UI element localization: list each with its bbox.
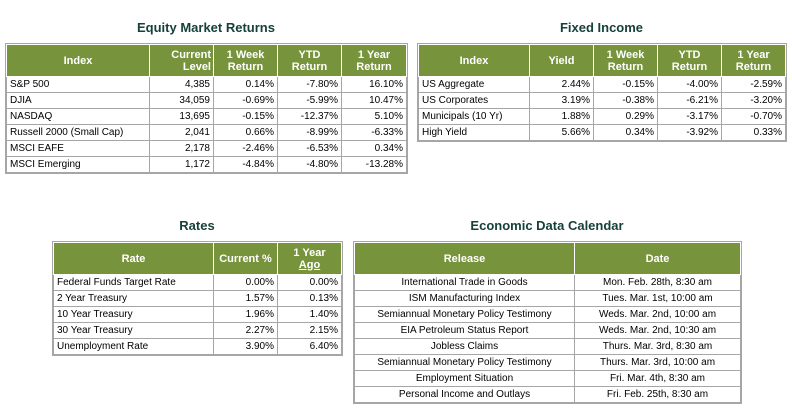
table-row [419,93,786,109]
rates-cell: 3.90% [214,339,278,355]
table-row [54,307,342,323]
fixed-cell: 3.19% [530,93,594,109]
table-row [54,323,342,339]
fixed-income-title: Fixed Income [559,20,644,35]
calendar-cell: Mon. Feb. 28th, 8:30 am [575,275,741,291]
equity-cell: -7.80% [278,77,342,93]
equity-cell: -0.15% [214,109,278,125]
rates-table [53,242,342,355]
equity-cell: NASDAQ [7,109,150,125]
equity-cell: 34,059 [150,93,214,109]
calendar-header-date: Date [575,243,741,275]
table-row [355,387,741,403]
rates-cell: 0.13% [278,291,342,307]
equity-cell: 0.34% [342,141,407,157]
table-row [355,371,741,387]
fixed-cell: 5.66% [530,125,594,141]
equity-cell: -6.33% [342,125,407,141]
fixed-cell: 0.33% [722,125,786,141]
fixed-cell: -6.21% [658,93,722,109]
calendar-cell: Thurs. Mar. 3rd, 10:00 am [575,355,741,371]
calendar-header-release: Release [355,243,575,275]
table-row [355,339,741,355]
table-row [7,141,407,157]
equity-cell: 2,041 [150,125,214,141]
rates-cell: 6.40% [278,339,342,355]
calendar-title: Economic Data Calendar [470,218,624,233]
rates-cell: 0.00% [214,275,278,291]
fixed-cell: -0.15% [594,77,658,93]
rates-cell: 30 Year Treasury [54,323,214,339]
equity-title: Equity Market Returns [137,20,275,35]
calendar-cell: Employment Situation [355,371,575,387]
table-row [7,125,407,141]
table-row [355,323,741,339]
rates-header-current: Current % [214,243,278,275]
table-row [355,355,741,371]
table-row [54,339,342,355]
table-row [355,307,741,323]
rates-cell: 1.57% [214,291,278,307]
equity-cell: -4.80% [278,157,342,173]
rates-title: Rates [179,218,215,233]
calendar-cell: Fri. Feb. 25th, 8:30 am [575,387,741,403]
fixed-cell: High Yield [419,125,530,141]
equity-cell: 2,178 [150,141,214,157]
rates-cell: Federal Funds Target Rate [54,275,214,291]
equity-header-ytd: YTD Return [278,45,342,77]
equity-cell: -4.84% [214,157,278,173]
equity-cell: 13,695 [150,109,214,125]
fixed-cell: -2.59% [722,77,786,93]
equity-cell: -13.28% [342,157,407,173]
fixed-cell: -3.20% [722,93,786,109]
equity-cell: 0.66% [214,125,278,141]
equity-cell: -5.99% [278,93,342,109]
equity-header-index: Index [7,45,150,77]
calendar-cell: Fri. Mar. 4th, 8:30 am [575,371,741,387]
equity-cell: DJIA [7,93,150,109]
fixed-cell: 0.34% [594,125,658,141]
rates-cell: 1.96% [214,307,278,323]
equity-cell: 0.14% [214,77,278,93]
equity-cell: 10.47% [342,93,407,109]
rates-cell: 2 Year Treasury [54,291,214,307]
calendar-cell: Jobless Claims [355,339,575,355]
equity-cell: 1,172 [150,157,214,173]
fixed-cell: 1.88% [530,109,594,125]
fixed-header-1-year: 1 Year Return [722,45,786,77]
fixed-header-index: Index [419,45,530,77]
calendar-cell: Tues. Mar. 1st, 10:00 am [575,291,741,307]
equity-cell: Russell 2000 (Small Cap) [7,125,150,141]
equity-cell: S&P 500 [7,77,150,93]
rates-cell: Unemployment Rate [54,339,214,355]
fixed-cell: -0.70% [722,109,786,125]
table-row [7,157,407,173]
equity-cell: 5.10% [342,109,407,125]
calendar-cell: International Trade in Goods [355,275,575,291]
calendar-cell: EIA Petroleum Status Report [355,323,575,339]
fixed-cell: Municipals (10 Yr) [419,109,530,125]
table-row [7,77,407,93]
table-row [419,77,786,93]
fixed-header-1-week: 1 Week Return [594,45,658,77]
equity-table [6,44,407,173]
calendar-cell: Personal Income and Outlays [355,387,575,403]
equity-cell: -6.53% [278,141,342,157]
table-row [54,291,342,307]
calendar-cell: Weds. Mar. 2nd, 10:00 am [575,307,741,323]
equity-header-1-year: 1 Year Return [342,45,407,77]
calendar-cell: Weds. Mar. 2nd, 10:30 am [575,323,741,339]
rates-cell: 2.27% [214,323,278,339]
rates-header-ago: Ago [298,258,321,271]
calendar-cell: Thurs. Mar. 3rd, 8:30 am [575,339,741,355]
equity-cell: 4,385 [150,77,214,93]
fixed-cell: 2.44% [530,77,594,93]
table-row [355,291,741,307]
calendar-cell: ISM Manufacturing Index [355,291,575,307]
fixed-cell: US Aggregate [419,77,530,93]
fixed-cell: -3.92% [658,125,722,141]
equity-cell: -8.99% [278,125,342,141]
rates-cell: 1.40% [278,307,342,323]
fixed-income-table [418,44,786,141]
table-row [419,125,786,141]
table-row [54,275,342,291]
calendar-cell: Semiannual Monetary Policy Testimony [355,355,575,371]
fixed-cell: 0.29% [594,109,658,125]
table-row [419,109,786,125]
rates-cell: 0.00% [278,275,342,291]
table-row [7,109,407,125]
equity-cell: 16.10% [342,77,407,93]
fixed-header-ytd: YTD Return [658,45,722,77]
table-row [7,93,407,109]
fixed-header-yield: Yield [530,45,594,77]
equity-cell: MSCI EAFE [7,141,150,157]
rates-cell: 10 Year Treasury [54,307,214,323]
calendar-table [354,242,741,403]
fixed-cell: -3.17% [658,109,722,125]
fixed-cell: -0.38% [594,93,658,109]
equity-header-1-week: 1 Week Return [214,45,278,77]
fixed-cell: US Corporates [419,93,530,109]
equity-cell: -12.37% [278,109,342,125]
table-row [355,275,741,291]
rates-header-1-year-ago [278,243,342,275]
calendar-cell: Semiannual Monetary Policy Testimony [355,307,575,323]
rates-cell: 2.15% [278,323,342,339]
rates-header-rate: Rate [54,243,214,275]
fixed-cell: -4.00% [658,77,722,93]
equity-cell: MSCI Emerging [7,157,150,173]
equity-cell: -2.46% [214,141,278,157]
rates-header-1-year: 1 Year [293,246,326,259]
equity-cell: -0.69% [214,93,278,109]
equity-header-current-level: Current Level [150,45,214,77]
